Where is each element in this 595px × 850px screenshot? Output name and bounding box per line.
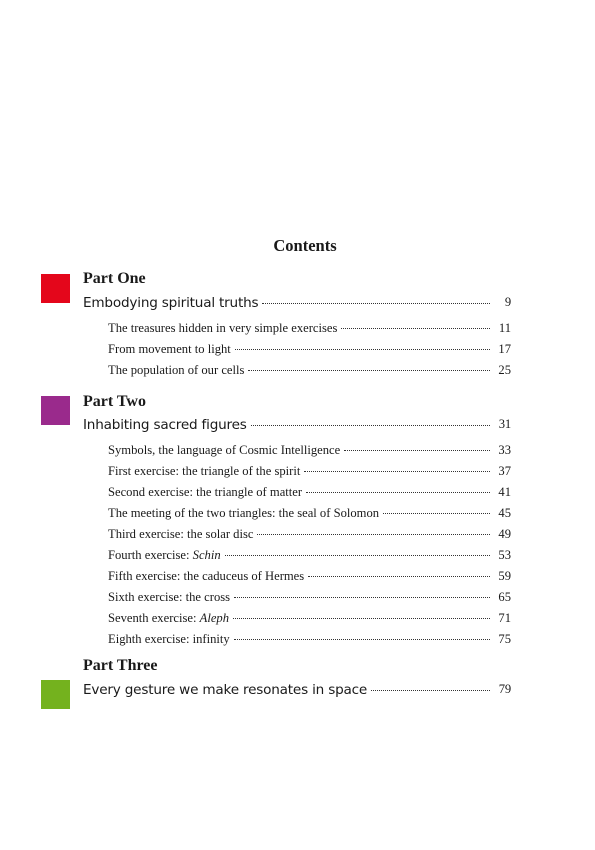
section-title: The treasures hidden in very simple exercises xyxy=(108,321,338,335)
dot-leader xyxy=(234,597,490,598)
page-number: 65 xyxy=(498,590,511,604)
toc-section-row[interactable] xyxy=(108,590,511,605)
toc-section-row[interactable] xyxy=(108,569,511,584)
section-title: Second exercise: the triangle of matter xyxy=(108,485,303,499)
part-two-color-marker xyxy=(41,396,70,425)
section-title: The meeting of the two triangles: the seal of Solomon xyxy=(108,506,380,520)
dot-leader xyxy=(371,690,490,691)
toc-chapter-row[interactable] xyxy=(83,295,511,311)
dot-leader xyxy=(344,450,490,451)
dot-leader xyxy=(304,471,490,472)
dot-leader xyxy=(233,618,490,619)
toc-section-row[interactable] xyxy=(108,443,511,458)
chapter-title: Inhabiting sacred figures xyxy=(83,417,247,433)
section-title: Seventh exercise: Aleph xyxy=(108,611,230,625)
page-number: 33 xyxy=(498,443,511,457)
toc-section-row[interactable] xyxy=(108,506,511,521)
page-number: 41 xyxy=(498,485,511,499)
dot-leader xyxy=(257,534,490,535)
part-three-heading: Part Three xyxy=(83,657,158,674)
dot-leader xyxy=(235,349,490,350)
dot-leader xyxy=(341,328,490,329)
chapter-title: Embodying spiritual truths xyxy=(83,295,259,311)
toc-section-row[interactable] xyxy=(108,632,511,647)
part-two-heading: Part Two xyxy=(83,393,146,410)
toc-chapter-row[interactable] xyxy=(83,417,511,433)
page-number: 11 xyxy=(498,321,511,335)
section-title: Sixth exercise: the cross xyxy=(108,590,231,604)
dot-leader xyxy=(234,639,490,640)
part-one-heading: Part One xyxy=(83,270,146,287)
page-number: 17 xyxy=(498,342,511,356)
contents-title: Contents xyxy=(273,236,337,255)
toc-section-row[interactable] xyxy=(108,342,511,357)
section-title: Symbols, the language of Cosmic Intelligence xyxy=(108,443,341,457)
dot-leader xyxy=(225,555,490,556)
section-title: Eighth exercise: infinity xyxy=(108,632,230,646)
dot-leader xyxy=(251,425,490,426)
part-three-color-marker xyxy=(41,680,70,709)
section-title: The population of our cells xyxy=(108,363,245,377)
toc-section-row[interactable] xyxy=(108,527,511,542)
toc-section-row[interactable] xyxy=(108,611,511,626)
part-one-color-marker xyxy=(41,274,70,303)
toc-section-row[interactable] xyxy=(108,464,511,479)
page-number: 9 xyxy=(504,295,511,309)
dot-leader xyxy=(248,370,490,371)
page-number: 79 xyxy=(498,682,511,696)
section-title: Third exercise: the solar disc xyxy=(108,527,254,541)
toc-section-row[interactable] xyxy=(108,548,511,563)
dot-leader xyxy=(308,576,490,577)
page-number: 37 xyxy=(498,464,511,478)
section-title: First exercise: the triangle of the spirit xyxy=(108,464,301,478)
toc-chapter-row[interactable] xyxy=(83,682,511,698)
dot-leader xyxy=(262,303,490,304)
page-number: 25 xyxy=(498,363,511,377)
page-number: 31 xyxy=(498,417,511,431)
section-title: Fourth exercise: Schin xyxy=(108,548,221,562)
toc-section-row[interactable] xyxy=(108,363,511,378)
page-number: 53 xyxy=(498,548,511,562)
section-title: Fifth exercise: the caduceus of Hermes xyxy=(108,569,305,583)
toc-section-row[interactable] xyxy=(108,485,511,500)
chapter-title: Every gesture we make resonates in space xyxy=(83,682,368,698)
toc-section-row[interactable] xyxy=(108,321,511,336)
section-title: From movement to light xyxy=(108,342,231,356)
page-number: 75 xyxy=(498,632,511,646)
dot-leader xyxy=(306,492,490,493)
page-number: 71 xyxy=(498,611,511,625)
page-number: 59 xyxy=(498,569,511,583)
page-number: 49 xyxy=(498,527,511,541)
page-number: 45 xyxy=(498,506,511,520)
dot-leader xyxy=(383,513,490,514)
